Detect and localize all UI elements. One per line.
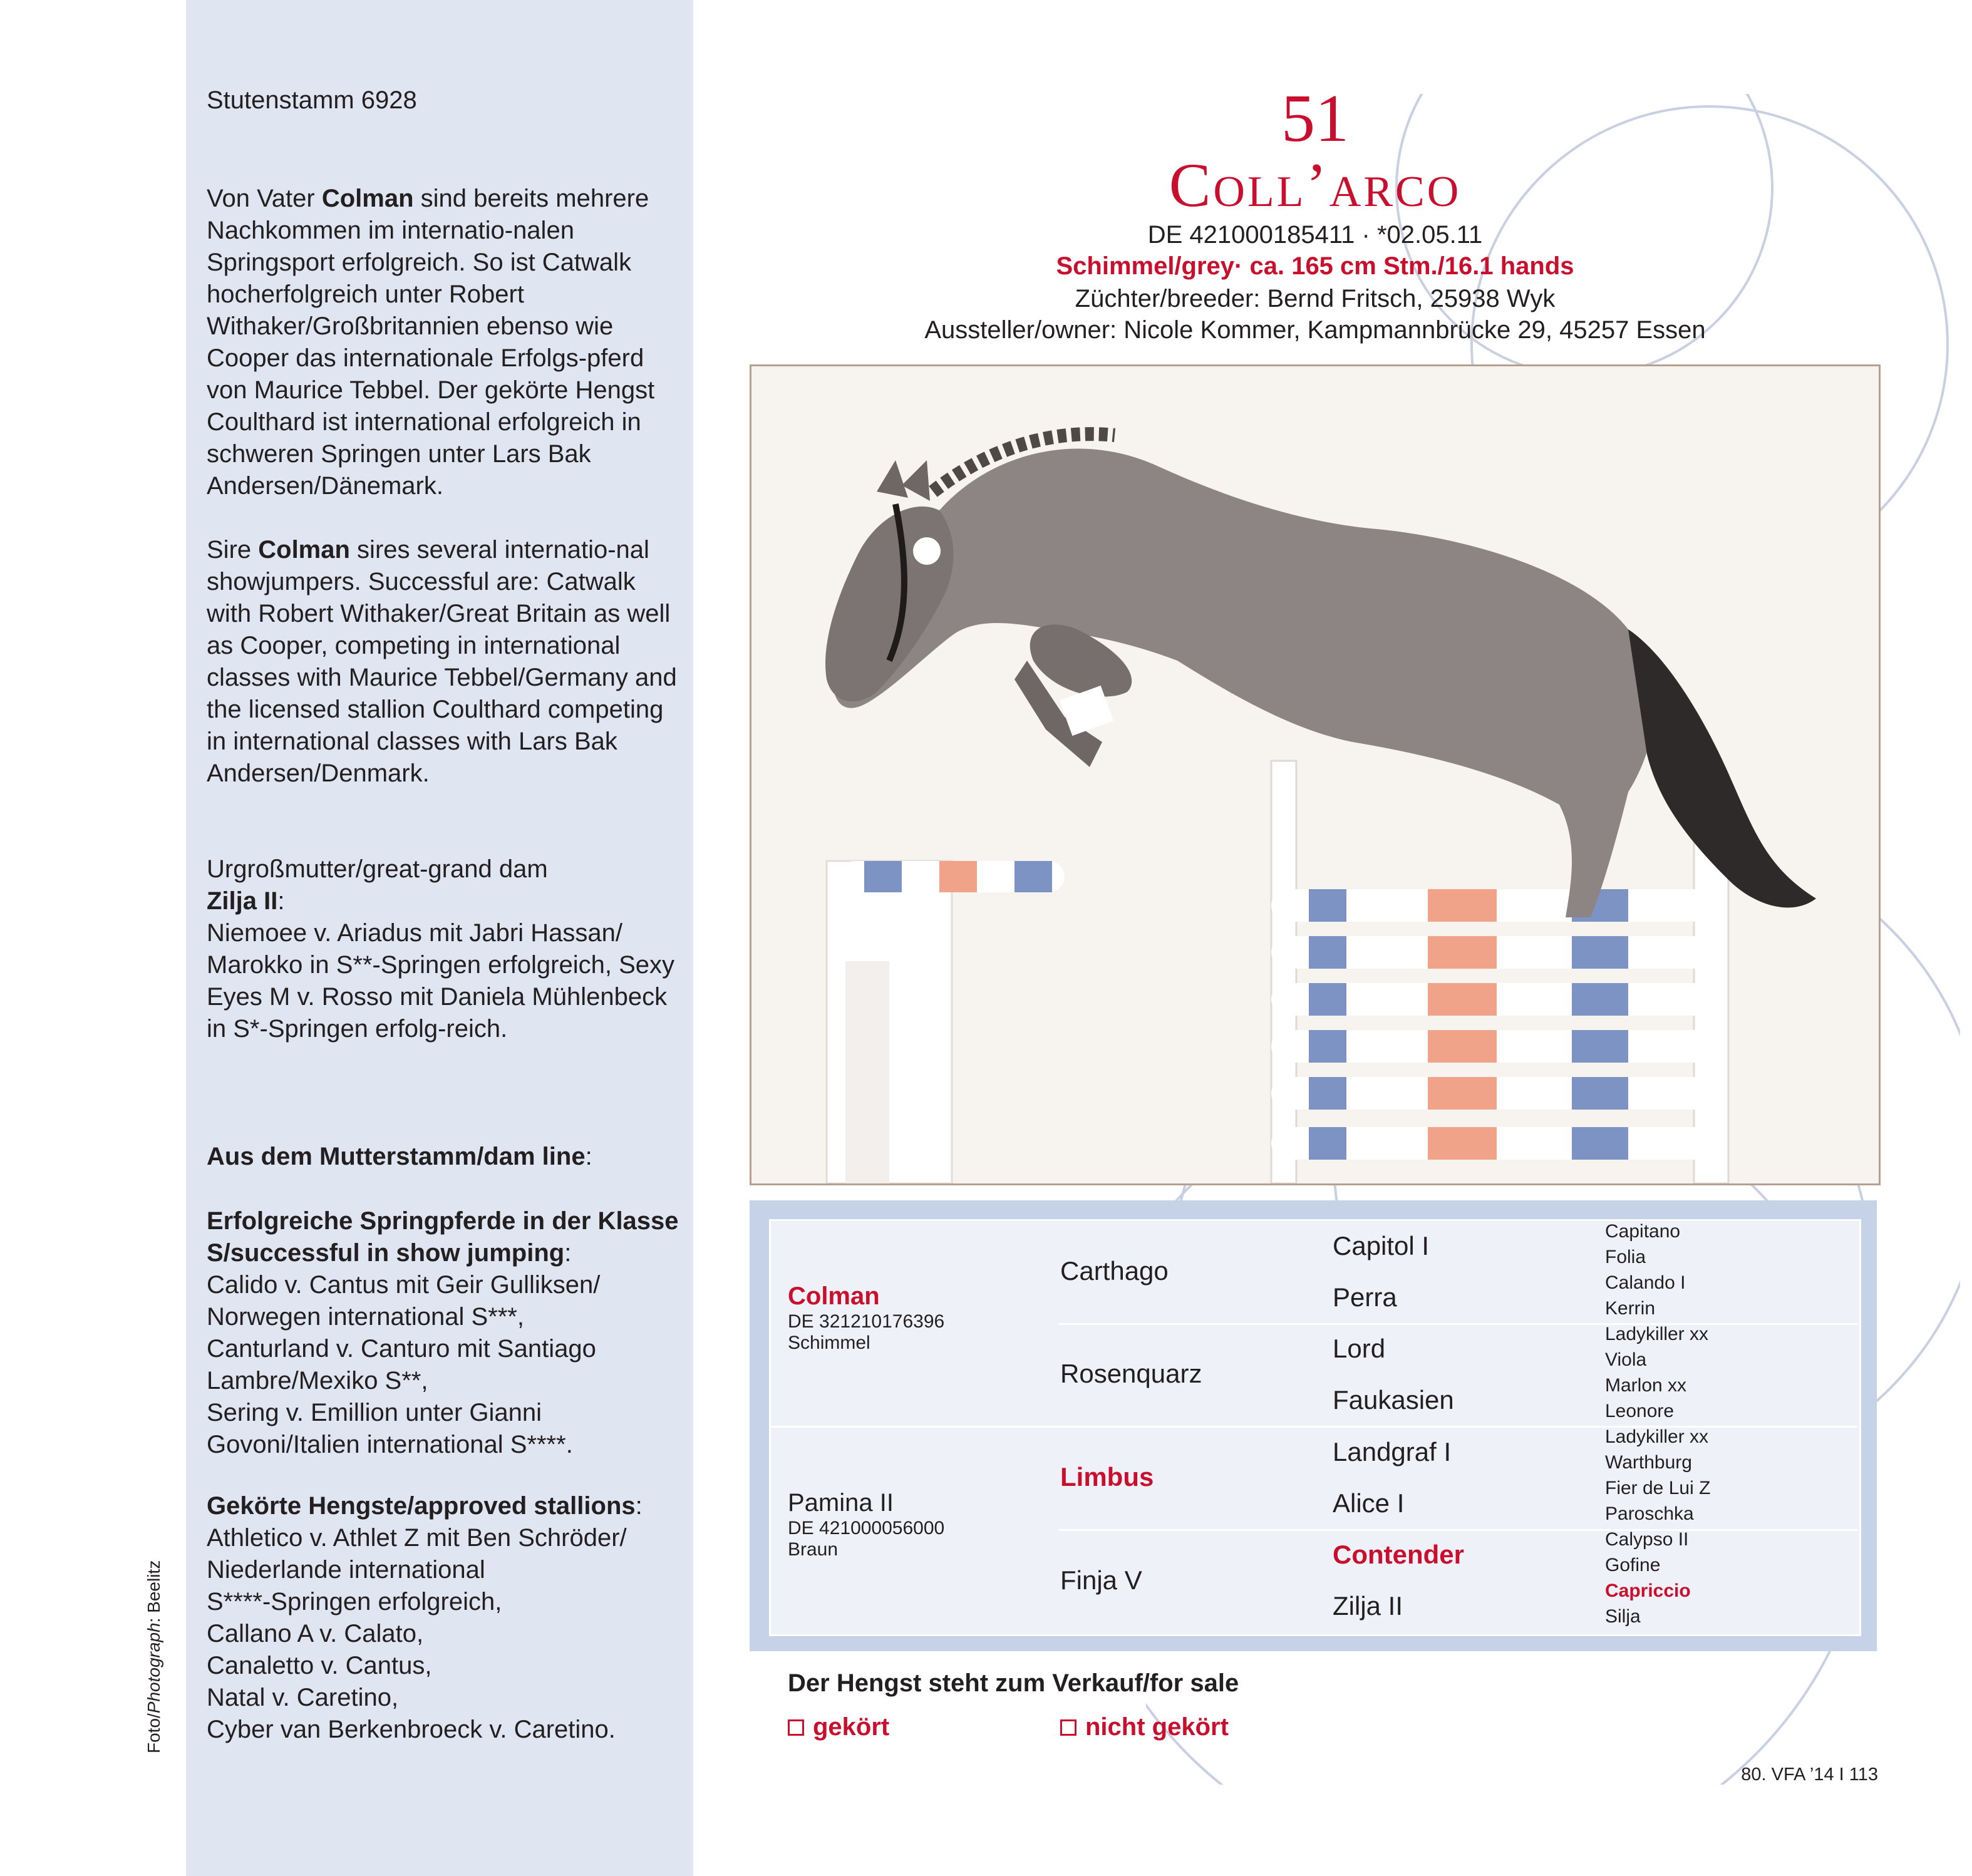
list-item: Canaletto v. Cantus, (207, 1652, 432, 1679)
pedigree-gen4: Marlon xx (1605, 1375, 1687, 1396)
dam-name: Pamina II (788, 1489, 894, 1517)
sire-name-bold: Colman (321, 185, 414, 212)
pedigree-gen4: Fier de Lui Z (1605, 1478, 1711, 1498)
successful-jumpers-section: Erfolgreiche Springpferde in der Klasse S/successful in show jumping: Calido v. Cantus mit Geir Gulliksen/ Norwegen international S***, Canturland v. Canturo mit Santiago Lambre/Mexiko S**, Sering v. Emillion unter Gianni Govoni/Italien international S****. (207, 1205, 683, 1461)
list-item: Natal v. Caretino, (207, 1684, 399, 1711)
great-grand-dam-label: Urgroßmutter/great-grand dam (207, 855, 548, 883)
checkbox-icon[interactable] (1060, 1719, 1076, 1736)
pedigree-gen4: Capitano (1605, 1221, 1681, 1242)
stutenstamm-label: Stutenstamm 6928 (207, 86, 417, 114)
great-grand-dam-name: Zilja II (207, 887, 278, 915)
pedigree-gen3: Capitol I (1333, 1231, 1430, 1260)
pedigree-gen4: Silja (1605, 1606, 1641, 1627)
list-item: Niederlande international (207, 1556, 485, 1584)
great-grand-dam-section: Urgroßmutter/great-grand dam Zilja II: Niemoee v. Ariadus mit Jabri Hassan/ Marokko in S**-Springen erfolgreich, Sexy Eyes M v. Rosso mit Daniela Mühlenbeck in S*-Springen erfolg-reich. (207, 853, 683, 1045)
color-size: Schimmel/grey· ca. 165 cm Stm./16.1 hands (1056, 252, 1574, 280)
pedigree-gen2: Rosenquarz (1060, 1359, 1202, 1388)
list-item: Govoni/Italien international S****. (207, 1431, 573, 1458)
pedigree-gen3: Lord (1333, 1334, 1386, 1363)
pedigree-gen2: Finja V (1060, 1565, 1142, 1595)
pedigree-gen3: Faukasien (1333, 1385, 1454, 1415)
dam-registration: DE 421000056000 (788, 1518, 945, 1538)
pedigree-gen3: Zilja II (1333, 1591, 1403, 1621)
list-item: Norwegen international S***, (207, 1303, 524, 1331)
option-approved[interactable] (788, 1713, 889, 1741)
option-not-approved[interactable] (1060, 1713, 1229, 1741)
pedigree-gen4: Folia (1605, 1247, 1646, 1267)
pedigree-gen4: Calypso II (1605, 1529, 1689, 1550)
pedigree-gen2: Limbus (1060, 1462, 1154, 1492)
stallions-heading: Gekörte Hengste/approved stallions (207, 1492, 636, 1520)
german-description: Von Vater Colman sind bereits mehrere Nachkommen im internatio-nalen Springsport erfolgreich. So ist Catwalk hocherfolgreich unter Robert Withaker/Großbritannien ebenso wie Cooper das internationale Erfolgs-pferd von Maurice Tebbel. Der gekörte Hengst Coulthard ist international erfolgreich in schweren Springen unter Lars Bak Andersen/Dänemark. (207, 185, 655, 500)
pedigree-gen3: Landgraf I (1333, 1437, 1452, 1466)
checkbox-icon[interactable] (788, 1719, 804, 1736)
breeder-info: Züchter/breeder: Bernd Fritsch, 25938 Wyk (1075, 285, 1556, 312)
sire-color: Schimmel (788, 1332, 870, 1353)
option-not-approved-label: nicht gekört (1085, 1713, 1229, 1741)
pedigree-divider (1058, 1323, 1857, 1325)
approved-stallions-section: Gekörte Hengste/approved stallions: Athletico v. Athlet Z mit Ben Schröder/ Niederlande international S****-Springen erfolgreich, Callano A v. Calato, Canaletto v. Cantus, Natal v. Caretino, Cyber van Berkenbroeck v. Caretino. (207, 1490, 683, 1746)
dam-line-heading: Aus dem Mutterstamm/dam line: (207, 1143, 592, 1170)
great-grand-dam-text: Niemoee v. Ariadus mit Jabri Hassan/ Marokko in S**-Springen erfolgreich, Sexy Eyes M v. Rosso mit Daniela Mühlenbeck in S*-Springen erfolg-reich. (207, 919, 675, 1043)
english-description: Sire Colman sires several internatio-nal showjumpers. Successful are: Catwalk with Robert Withaker/Great Britain as well as Cooper, competing in international classes with Maurice Tebbel/Germany and the licensed stallion Coulthard competing in international classes with Lars Bak Andersen/Denmark. (207, 536, 677, 787)
pedigree-gen4: Kerrin (1605, 1298, 1656, 1319)
horse-name: Coll’arco (1169, 150, 1462, 220)
pedigree-gen4: Gofine (1605, 1555, 1661, 1575)
sale-heading: Der Hengst steht zum Verkauf/for sale (788, 1669, 1239, 1697)
pedigree-gen4: Paroschka (1605, 1503, 1694, 1524)
pedigree-gen4: Ladykiller xx (1605, 1426, 1709, 1447)
pedigree-gen4: Leonore (1605, 1401, 1675, 1421)
pedigree-gen3: Perra (1333, 1282, 1397, 1312)
pedigree-gen4: Ladykiller xx (1605, 1324, 1709, 1344)
list-item: Calido v. Cantus mit Geir Gulliksen/ (207, 1271, 601, 1299)
pedigree-gen3: Alice I (1333, 1488, 1405, 1518)
owner-info: Aussteller/owner: Nicole Kommer, Kampmannbrücke 29, 45257 Essen (924, 316, 1706, 344)
list-item: Athletico v. Athlet Z mit Ben Schröder/ (207, 1524, 627, 1552)
pedigree-gen4: Calando I (1605, 1272, 1686, 1293)
pedigree-gen4: Viola (1605, 1349, 1647, 1370)
list-item: Callano A v. Calato, (207, 1620, 424, 1647)
pedigree-gen4: Warthburg (1605, 1452, 1692, 1473)
pedigree-gen4: Capriccio (1605, 1580, 1691, 1601)
registration-number: DE 421000185411 · *02.05.11 (1147, 221, 1483, 249)
dam-color: Braun (788, 1539, 839, 1560)
list-item: Lambre/Mexiko S**, (207, 1367, 428, 1394)
lot-number: 51 (1281, 81, 1349, 156)
sire-name: Colman (788, 1282, 880, 1310)
list-item: Canturland v. Canturo mit Santiago (207, 1335, 596, 1363)
option-approved-label: gekört (813, 1713, 890, 1741)
page-folio: 80. VFA ’14 I 113 (1741, 1765, 1878, 1785)
sire-name-bold: Colman (258, 536, 350, 564)
pedigree-gen2: Carthago (1060, 1256, 1169, 1286)
list-item: Cyber van Berkenbroeck v. Caretino. (207, 1716, 616, 1743)
list-item: Sering v. Emillion unter Gianni (207, 1399, 542, 1426)
pedigree-divider (1058, 1529, 1857, 1531)
successful-heading: Erfolgreiche Springpferde in der Klasse S/successful in show jumping (207, 1207, 679, 1267)
photo-credit: Foto/Photograph: Beelitz (144, 1560, 163, 1753)
horse-photo (750, 364, 1881, 1185)
sire-registration: DE 321210176396 (788, 1311, 945, 1332)
pedigree-gen3: Contender (1333, 1540, 1464, 1569)
list-item: S****-Springen erfolgreich, (207, 1588, 502, 1616)
